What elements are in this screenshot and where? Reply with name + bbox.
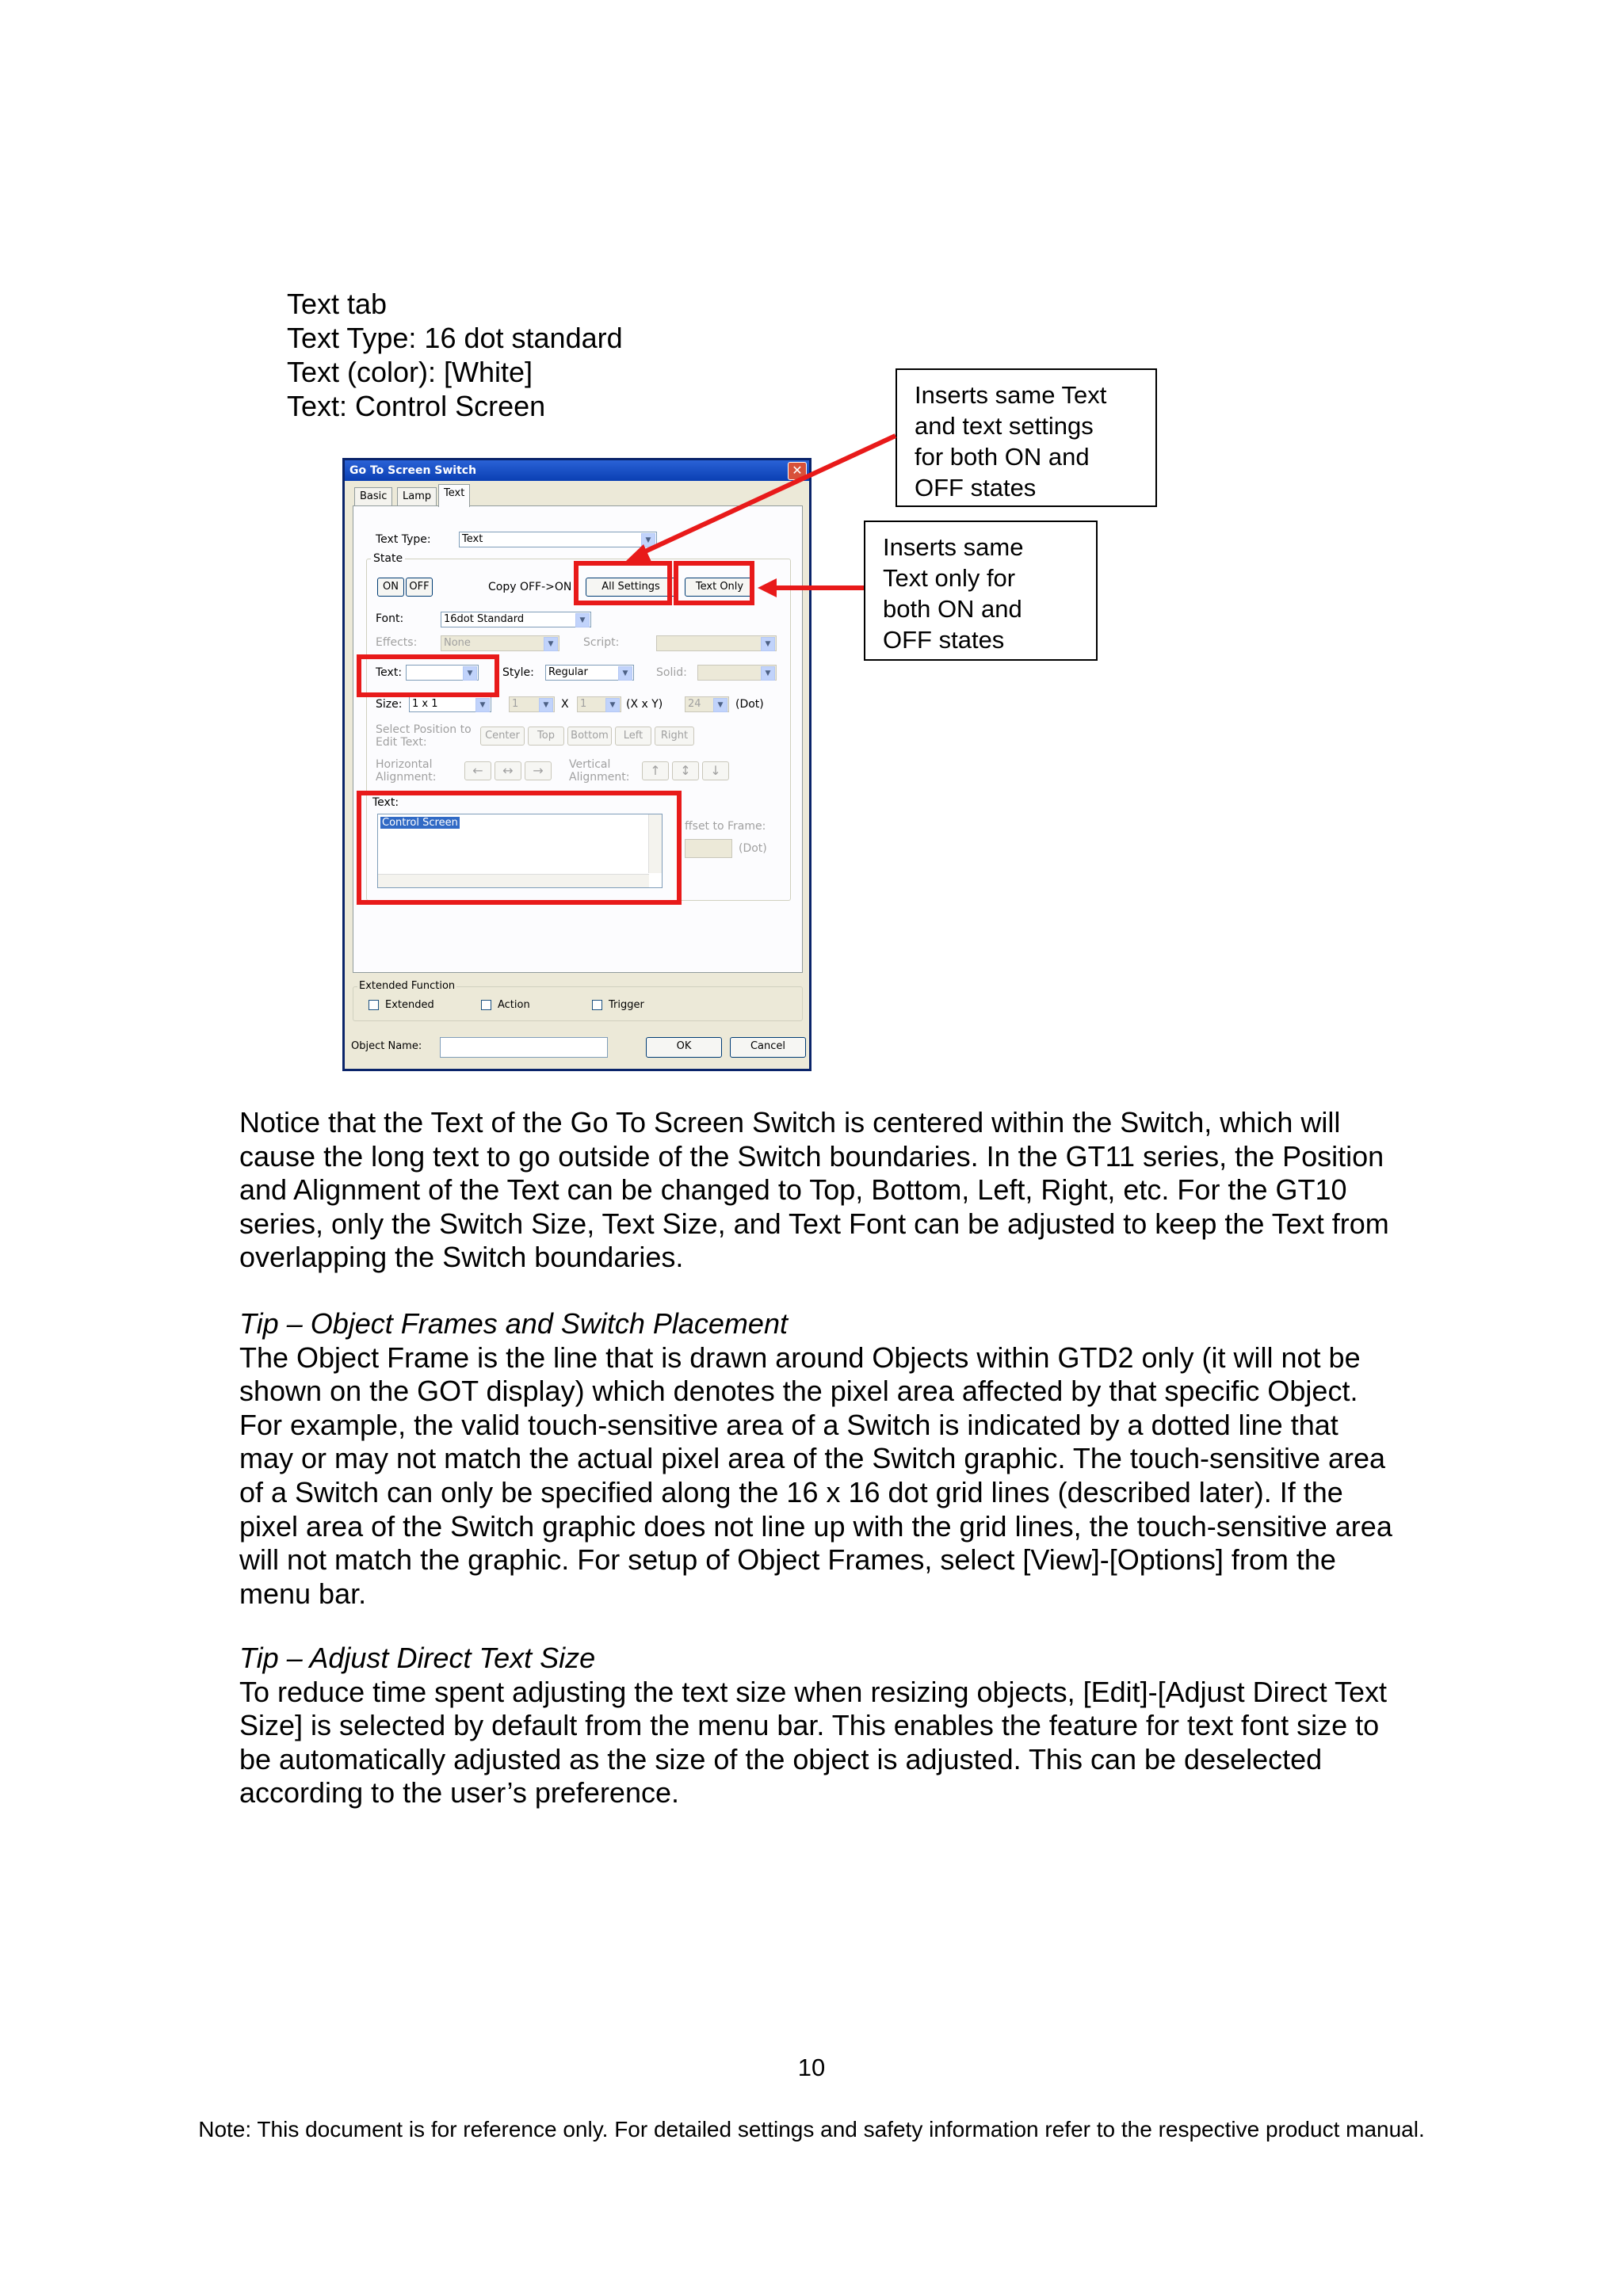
callout-line: Inserts same Text (915, 381, 1107, 409)
size-label: Size: (376, 698, 403, 711)
tab-text[interactable]: Text (438, 484, 470, 507)
vertical-alignment-label-1: Vertical (569, 758, 611, 771)
horizontal-alignment-label-2: Alignment: (376, 771, 437, 784)
position-left-button[interactable]: Left (615, 727, 651, 746)
chevron-down-icon: ▼ (761, 637, 775, 651)
chevron-down-icon: ▼ (539, 698, 553, 712)
cancel-button[interactable]: Cancel (730, 1037, 806, 1058)
solid-label: Solid: (656, 666, 687, 679)
select-position-label-1: Select Position to (376, 723, 472, 736)
align-left-button[interactable]: ← (464, 761, 491, 780)
script-label: Script: (583, 636, 620, 649)
xy-label: (X x Y) (626, 698, 663, 711)
intro-line: Text: Control Screen (287, 390, 546, 422)
position-top-button[interactable]: Top (528, 727, 564, 746)
extended-function-label: Extended Function (359, 980, 456, 992)
dot-value: 24 (688, 698, 701, 710)
copy-off-on-label: Copy OFF->ON (488, 581, 572, 593)
footer-note: Note: This document is for reference only. For detailed settings and safety information refer to the respective product manual. (198, 2117, 1425, 2142)
position-bottom-button[interactable]: Bottom (567, 727, 612, 746)
callout-line: and text settings (915, 412, 1094, 440)
on-button[interactable]: ON (377, 578, 404, 597)
horizontal-alignment-label-1: Horizontal (376, 758, 433, 771)
align-center-button[interactable]: ↔ (495, 761, 521, 780)
text-only-button[interactable]: Text Only (685, 578, 754, 597)
arrowhead-icon (626, 544, 651, 562)
ok-button[interactable]: OK (646, 1037, 722, 1058)
align-top-button[interactable]: ↑ (642, 761, 669, 780)
arrow-line (643, 436, 896, 552)
callout-line: OFF states (915, 474, 1037, 502)
font-label: Font: (376, 612, 404, 625)
position-center-button[interactable]: Center (480, 727, 525, 746)
dot-label: (Dot) (735, 698, 764, 711)
callout-line: OFF states (883, 626, 1005, 654)
offset-to-frame-label: ffset to Frame: (685, 820, 766, 833)
intro-line: Text tab (287, 288, 388, 320)
callout-line: both ON and (883, 595, 1022, 623)
chevron-down-icon: ▼ (475, 698, 490, 712)
position-right-button[interactable]: Right (655, 727, 694, 746)
chevron-down-icon: ▼ (761, 666, 775, 681)
chevron-down-icon: ▼ (605, 698, 620, 712)
align-bottom-button[interactable]: ↓ (702, 761, 729, 780)
callout-line: Inserts same (883, 533, 1024, 561)
tab-basic[interactable]: Basic (354, 487, 392, 505)
trigger-checkbox-label: Trigger (609, 999, 644, 1011)
tip-adjust-direct-text-size (239, 1642, 1396, 1810)
tab-lamp[interactable]: Lamp (397, 487, 437, 505)
offset-dot-label: (Dot) (739, 842, 767, 855)
chevron-down-icon: ▼ (463, 666, 477, 681)
align-right-button[interactable]: → (525, 761, 552, 780)
chevron-down-icon: ▼ (575, 613, 590, 627)
extended-checkbox-label: Extended (385, 999, 434, 1011)
text-area-value: Control Screen (382, 817, 458, 829)
text-type-value: Text (462, 533, 483, 545)
page-number: 10 (797, 2054, 826, 2081)
paragraph-notice (239, 1106, 1396, 1275)
off-button[interactable]: OFF (406, 578, 433, 597)
callout-line: Text only for (883, 564, 1016, 592)
effects-label: Effects: (376, 636, 418, 649)
chevron-down-icon: ▼ (618, 666, 632, 681)
tip-1-body: The Object Frame is the line that is drawn around Objects within GTD2 only (it will not be shown on the GOT display) which denotes the pixel area affected by that specific Object. For example, the valid touch-sensitive area of a Switch is indicated by a dotted line that may or may not match the actual pixel area of the Switch graphic. The touch-sensitive area of a Switch can only be specified along the 16 x 16 dot grid lines (described later). If the pixel area of the Switch graphic does not line up with the grid lines, the touch-sensitive area will not match the graphic. For setup of Object Frames, select [View]-[Options] from the menu bar. (239, 1341, 1392, 1610)
all-settings-button[interactable]: All Settings (586, 578, 676, 597)
select-position-label-2: Edit Text: (376, 736, 427, 749)
tip-2-body: To reduce time spent adjusting the text size when resizing objects, [Edit]-[Adjust Direct Text Size] is selected by default from the menu bar. This enables the feature for text font size to be automatically adjusted as the size of the object is adjusted. This can be deselected according to the user’s preference. (239, 1675, 1388, 1810)
style-label: Style: (502, 666, 534, 679)
text-type-label: Text Type: (376, 533, 431, 546)
align-middle-button[interactable]: ↕ (672, 761, 699, 780)
font-value: 16dot Standard (444, 613, 525, 625)
times-label: X (561, 698, 569, 711)
object-name-label: Object Name: (351, 1040, 422, 1052)
paragraph-notice-text: Notice that the Text of the Go To Screen Switch is centered within the Switch, which will cause the long text to go outside of the Switch boundaries. In the GT11 series, the Position and Alignment of the Text can be changed to Top, Bottom, Left, Right, etc. For the GT10 series, only the Switch Size, Text Size, and Text Font can be adjusted to keep the Text from overlapping the Switch boundaries. (239, 1106, 1389, 1274)
style-value: Regular (548, 666, 588, 678)
size-y-value: 1 (580, 698, 587, 710)
intro-line: Text Type: 16 dot standard (287, 322, 623, 354)
effects-value: None (444, 637, 471, 649)
size-value: 1 x 1 (412, 698, 438, 710)
chevron-down-icon: ▼ (544, 637, 558, 651)
chevron-down-icon: ▼ (713, 698, 727, 712)
text-color-label: Text: (376, 666, 403, 679)
tip-object-frames (239, 1307, 1396, 1611)
arrowhead-icon (758, 578, 777, 597)
tip-2-heading: Tip – Adjust Direct Text Size (239, 1642, 596, 1674)
chevron-down-icon: ▼ (641, 533, 655, 547)
intro-line: Text (color): [White] (287, 356, 533, 388)
text-area-label: Text: (372, 796, 399, 809)
close-icon[interactable]: ✕ (788, 462, 807, 480)
callout-line: for both ON and (915, 443, 1090, 471)
tip-1-heading: Tip – Object Frames and Switch Placement (239, 1307, 788, 1340)
vertical-alignment-label-2: Alignment: (569, 771, 630, 784)
action-checkbox-label: Action (498, 999, 530, 1011)
state-label: State (371, 552, 405, 565)
size-x-value: 1 (512, 698, 519, 710)
dialog-title: Go To Screen Switch (345, 460, 809, 481)
